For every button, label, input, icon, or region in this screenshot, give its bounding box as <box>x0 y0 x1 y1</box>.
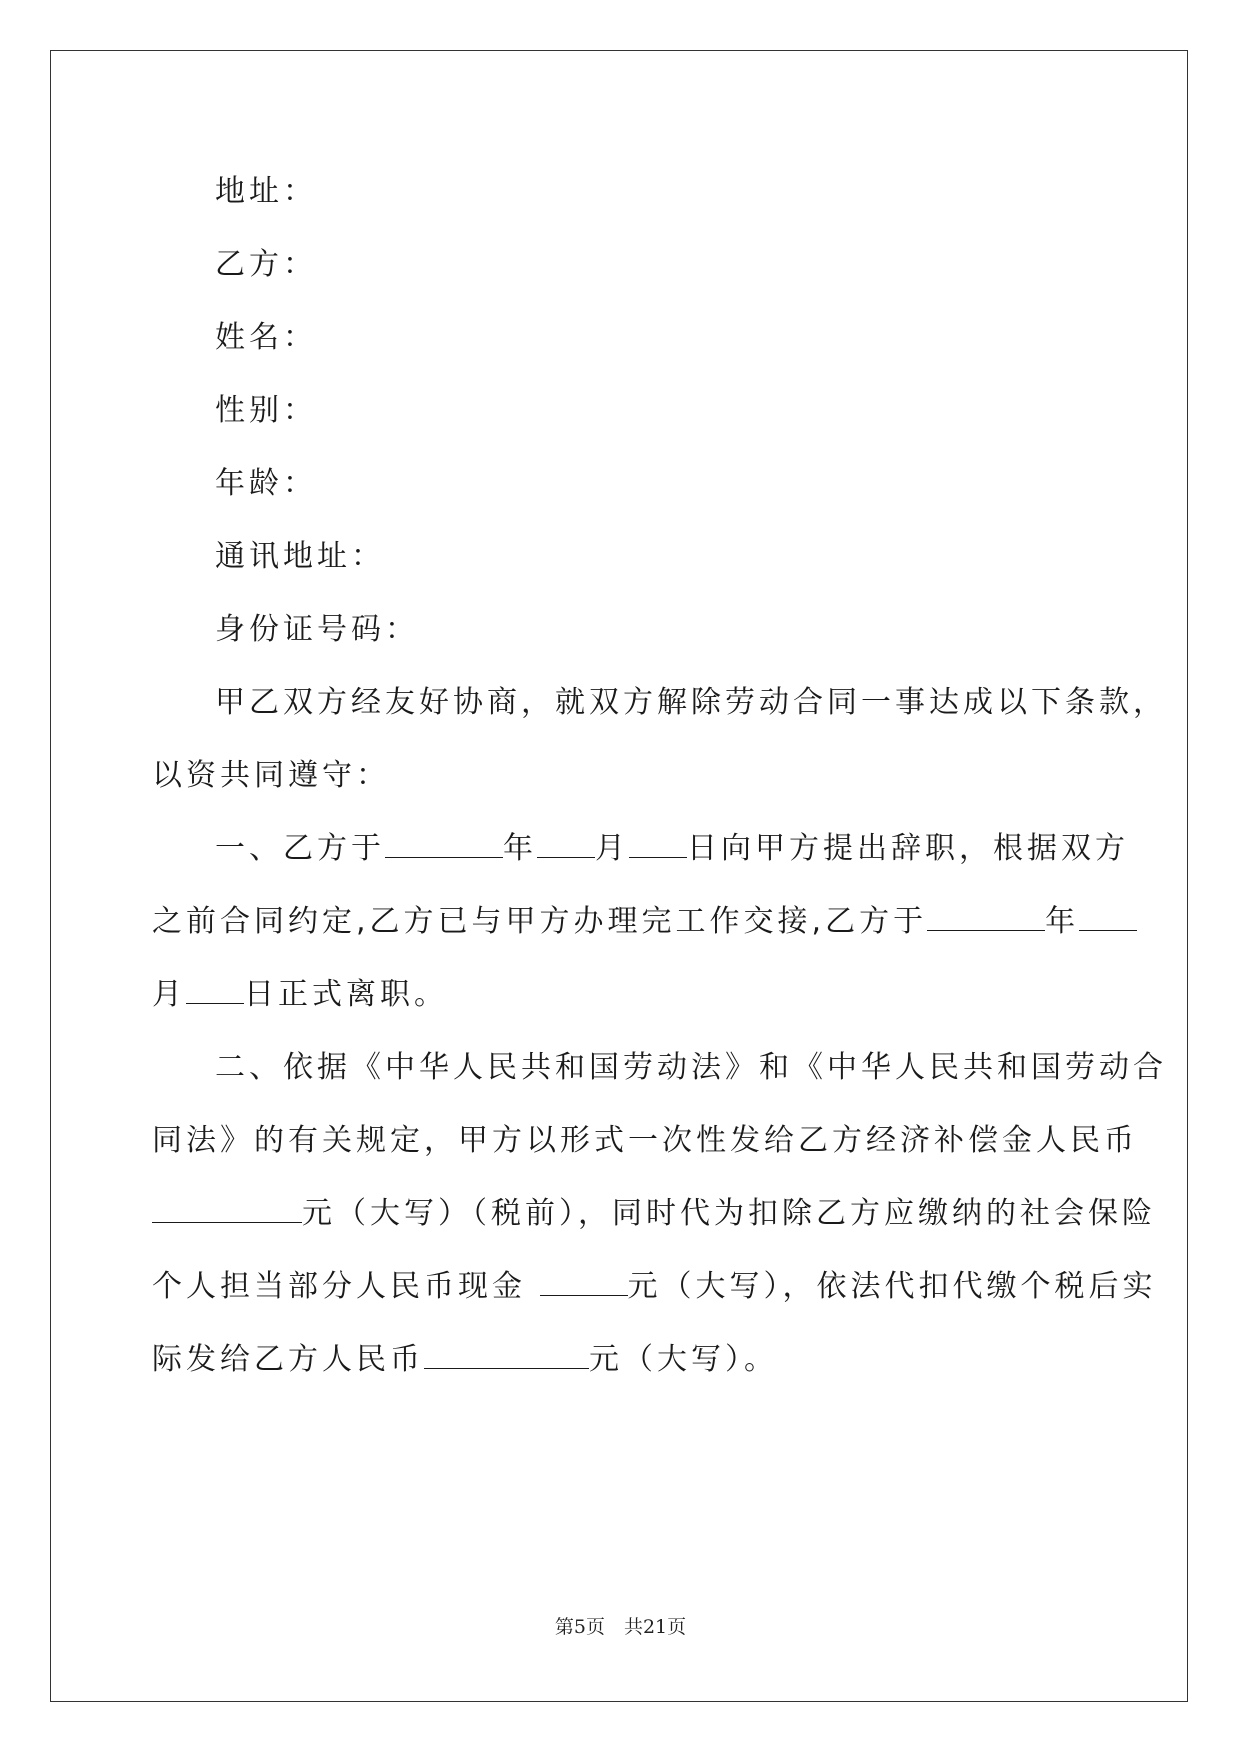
page-number-footer: 第5页 共21页 <box>554 1616 687 1638</box>
blank-month <box>537 833 595 858</box>
clause-1-line-1 <box>215 829 1129 869</box>
clause-2-text-c: 元（大写），依法代扣代缴个税后实 <box>627 1269 1157 1304</box>
clause-2-line-1: 二、依据《中华人民共和国劳动法》和《中华人民共和国劳动合 <box>215 1050 1167 1085</box>
blank-leave-year <box>927 906 1045 931</box>
party-b-label: 乙方： <box>215 247 317 282</box>
clause-1-text-a: 一、乙方于 <box>215 831 385 866</box>
paragraph-intro-line-2: 以资共同遵守： <box>152 758 390 793</box>
clause-2-line-2: 同法》的有关规定，甲方以形式一次性发给乙方经济补偿金人民币 <box>152 1123 1138 1158</box>
gender-label: 性别： <box>215 393 317 428</box>
clause-2-text-d: 际发给乙方人民币 <box>152 1342 424 1377</box>
clause-2-text-e: 元（大写）。 <box>589 1342 778 1377</box>
clause-2-text-b: 个人担当部分人民币现金 <box>152 1269 540 1304</box>
blank-day <box>629 833 687 858</box>
blank-insurance-amount <box>540 1271 628 1296</box>
blank-net-amount <box>424 1344 589 1369</box>
paragraph-intro-line-1: 甲乙双方经友好协商，就双方解除劳动合同一事达成以下条款， <box>215 685 1167 720</box>
id-number-label: 身份证号码： <box>215 612 419 647</box>
clause-1-line-2 <box>152 902 1092 942</box>
page-border <box>50 50 1188 1702</box>
address-label: 地址： <box>215 174 317 209</box>
clause-1-text-e: 之前合同约定,乙方已与甲方办理完工作交接,乙方于 <box>152 904 928 939</box>
clause-1-text-f: 年 <box>1045 904 1080 939</box>
name-label: 姓名： <box>215 320 317 355</box>
clause-1-text-d: 日向甲方提出辞职，根据双方 <box>687 831 1129 866</box>
mailing-address-label: 通讯地址： <box>215 539 385 574</box>
clause-1-text-h: 日正式离职。 <box>244 977 448 1012</box>
clause-2-line-3 <box>152 1194 1156 1234</box>
clause-1-text-g: 月 <box>152 977 186 1012</box>
clause-1-line-3 <box>152 975 1092 1015</box>
blank-year <box>385 833 503 858</box>
blank-leave-day <box>186 979 244 1004</box>
blank-leave-month <box>1079 906 1137 931</box>
blank-compensation-amount <box>152 1198 302 1223</box>
clause-2-line-5 <box>152 1340 1092 1380</box>
age-label: 年龄： <box>215 466 317 501</box>
clause-2-line-4 <box>152 1267 1157 1307</box>
clause-2-text-a: 元（大写）（税前），同时代为扣除乙方应缴纳的社会保险 <box>302 1196 1156 1231</box>
clause-1-text-c: 月 <box>595 831 629 866</box>
clause-1-text-b: 年 <box>503 831 537 866</box>
